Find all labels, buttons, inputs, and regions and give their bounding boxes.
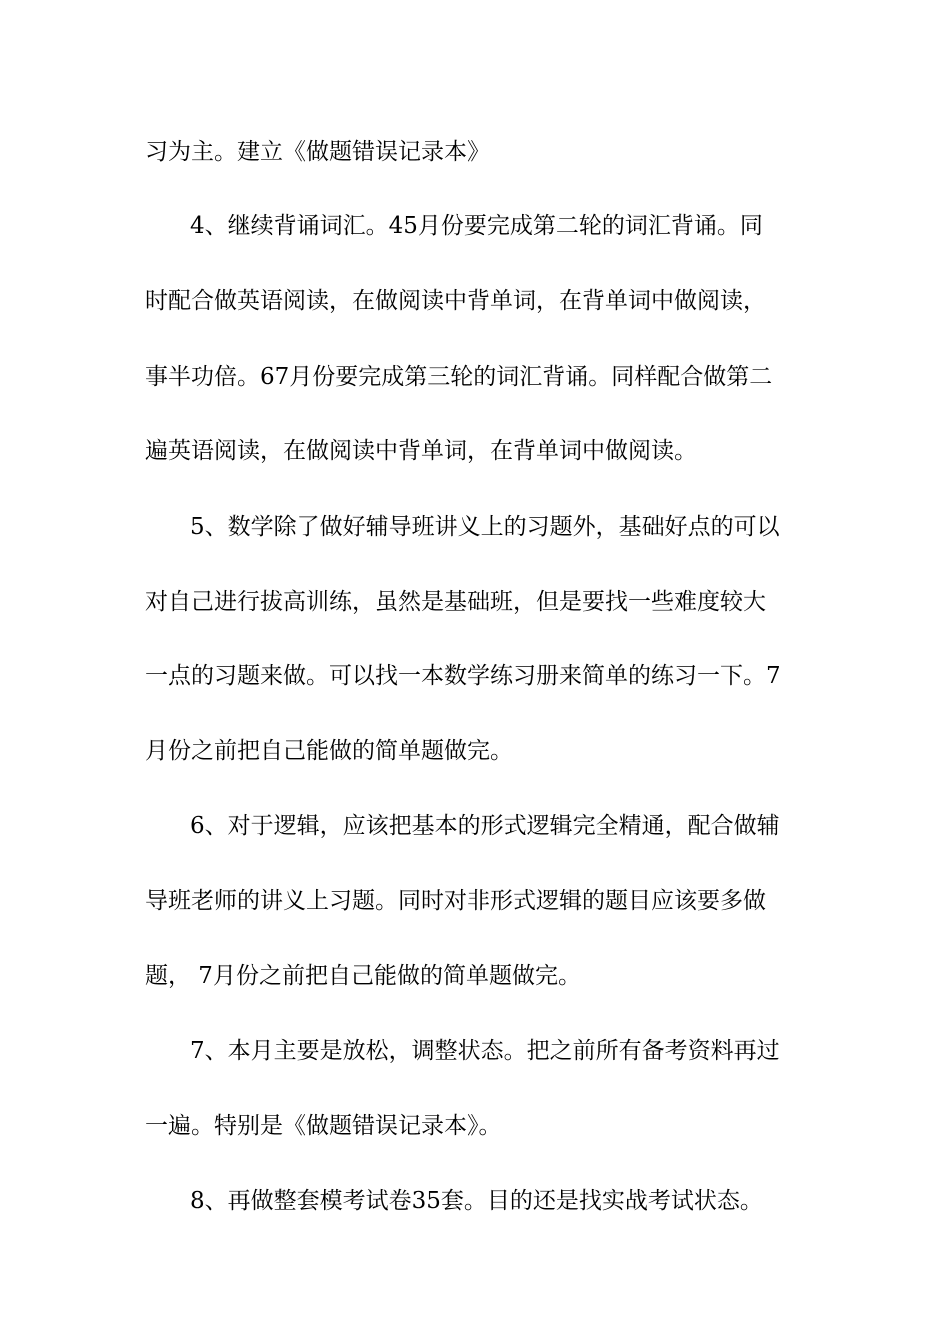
- text-line: 时配合做英语阅读，在做阅读中背单词，在背单词中做阅读，: [145, 288, 766, 314]
- text-line: 题， 7月份之前把自己能做的简单题做完。: [145, 963, 581, 989]
- text-line: 事半功倍。67月份要完成第三轮的词汇背诵。同样配合做第二: [145, 364, 773, 390]
- text-line: 遍英语阅读，在做阅读中背单词，在背单词中做阅读。: [145, 438, 697, 464]
- text-line: 5、数学除了做好辅导班讲义上的习题外，基础好点的可以: [190, 514, 780, 540]
- text-line: 6、对于逻辑，应该把基本的形式逻辑完全精通，配合做辅: [190, 813, 780, 839]
- text-line: 4、继续背诵词汇。45月份要完成第二轮的词汇背诵。同: [190, 213, 763, 239]
- text-line: 对自己进行拔高训练，虽然是基础班，但是要找一些难度较大: [145, 589, 766, 615]
- text-line: 7、本月主要是放松，调整状态。把之前所有备考资料再过: [190, 1038, 780, 1064]
- text-line: 一遍。特别是《做题错误记录本》。: [145, 1113, 502, 1139]
- text-line: 月份之前把自己能做的简单题做完。: [145, 738, 513, 764]
- text-line: 导班老师的讲义上习题。同时对非形式逻辑的题目应该要多做: [145, 888, 766, 914]
- text-line: 8、再做整套模考试卷35套。目的还是找实战考试状态。: [190, 1188, 763, 1214]
- text-line: 习为主。建立《做题错误记录本》: [145, 139, 490, 165]
- text-line: 一点的习题来做。可以找一本数学练习册来简单的练习一下。7: [145, 663, 781, 689]
